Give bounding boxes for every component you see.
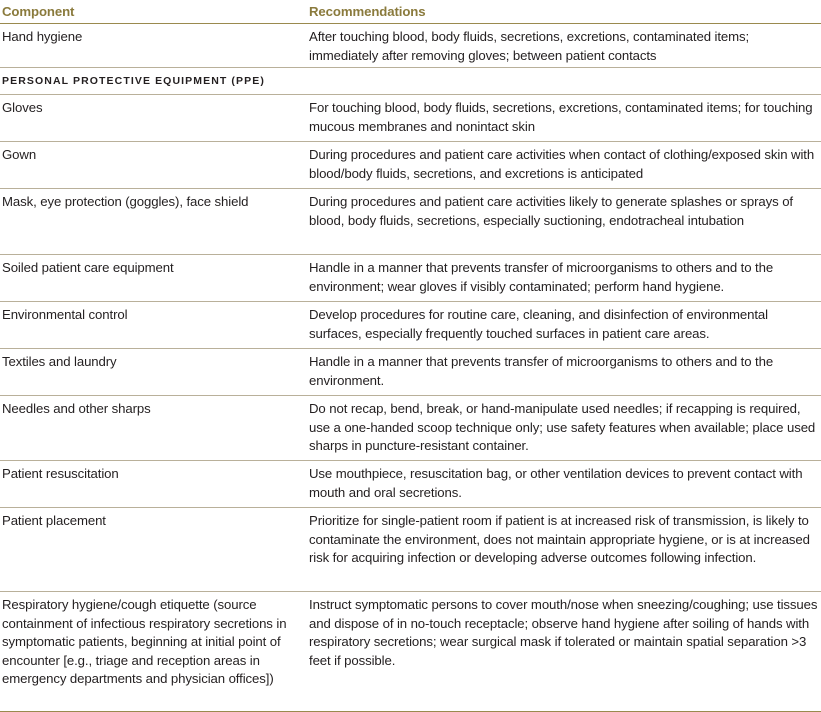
table-row [0,24,821,68]
recommendation-cell: Handle in a manner that prevents transfer of microorganisms to others and to the environment; wear gloves if visibly contaminated; perform hand hygiene. [309,260,774,294]
recommendation-cell: Develop procedures for routine care, cleaning, and disinfection of environmental surfaces, especially frequently touched surfaces in patient care areas. [309,307,768,341]
component-cell: Mask, eye protection (goggles), face shield [2,194,249,209]
recommendation-cell: During procedures and patient care activities likely to generate splashes or sprays of blood, body fluids, secretions, especially suctioning, endotracheal intubation [309,194,793,228]
component-cell: Soiled patient care equipment [2,260,174,275]
component-cell: Gloves [2,100,43,115]
component-cell: Hand hygiene [2,29,83,44]
component-cell: Respiratory hygiene/cough etiquette (source containment of infectious respiratory secretions in symptomatic patients, beginning at initial point of encounter [e.g., triage and reception areas in emergency departments and physician offices]) [2,597,287,686]
component-cell: Gown [2,147,37,162]
table-row [0,349,821,396]
recommendation-cell: Do not recap, bend, break, or hand-manipulate used needles; if recapping is required, use a one-handed scoop technique only; use safety features when available; place used sharps in puncture-resistant container. [309,401,816,453]
component-cell: Textiles and laundry [2,354,117,369]
component-cell: Patient resuscitation [2,466,119,481]
recommendation-cell: During procedures and patient care activities when contact of clothing/exposed skin with blood/body fluids, secretions, and excretions is anticipated [309,147,815,181]
table-row [0,302,821,349]
recommendation-cell: Handle in a manner that prevents transfer of microorganisms to others and to the environment. [309,354,774,388]
column-header-component: Component [2,4,75,19]
recommendation-cell: For touching blood, body fluids, secretions, excretions, contaminated items; for touching mucous membranes and nonintact skin [309,100,813,134]
section-heading-ppe: PERSONAL PROTECTIVE EQUIPMENT (PPE) [0,68,821,95]
table-header-row [0,0,821,24]
recommendation-cell: After touching blood, body fluids, secretions, excretions, contaminated items; immediately after removing gloves; between patient contacts [309,29,750,63]
table-row [0,396,821,461]
recommendation-cell: Instruct symptomatic persons to cover mouth/nose when sneezing/coughing; use tissues and dispose of in no-touch receptacle; observe hand hygiene after soiling of hands with respiratory secretions; wear surgical mask if tolerated or maintain spatial separation >3 feet if possible. [309,597,818,668]
component-cell: Patient placement [2,513,106,528]
table-row [0,255,821,302]
column-header-recommendations: Recommendations [309,4,426,19]
table-row [0,142,821,189]
table-row [0,95,821,142]
component-cell: Environmental control [2,307,128,322]
table-row [0,508,821,592]
table-row [0,461,821,508]
recommendation-cell: Use mouthpiece, resuscitation bag, or other ventilation devices to prevent contact with mouth and oral secretions. [309,466,803,500]
table-row [0,189,821,255]
recommendation-cell: Prioritize for single-patient room if patient is at increased risk of transmission, is likely to contaminate the environment, does not maintain appropriate hygiene, or is at increased risk for acquiring infection or developing adverse outcomes following infection. [309,513,810,565]
component-cell: Needles and other sharps [2,401,151,416]
table-row [0,592,821,712]
